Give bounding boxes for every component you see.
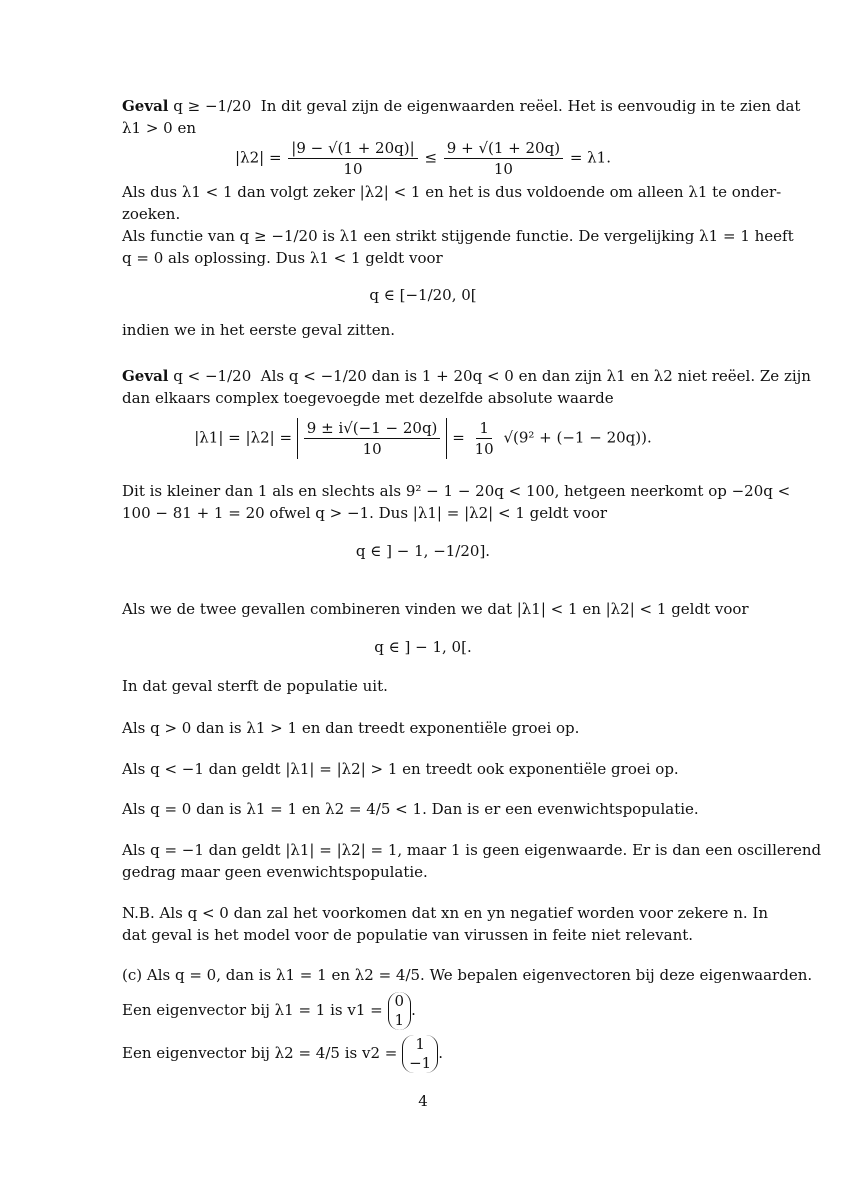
remark-3: Als q = 0 dan is λ1 = 1 en λ2 = 4/5 < 1. Dan is er een evenwichtspopulatie. [122,800,699,818]
case2-equation-1 [0,418,846,459]
eigenvector-1-matrix [388,992,412,1030]
case2-condition: q < −1/20 [173,367,252,385]
eq2-denominator: 10 [362,440,382,458]
page-number: 4 [418,1092,428,1110]
partc-eigenvector-2: Een eigenvector bij λ2 = 4/5 is v2 = 1 −1 . [122,1035,444,1072]
v2-entry-1: 1 [415,1035,425,1053]
remark-2: Als q < −1 dan geldt |λ1| = |λ2| > 1 en treedt ook exponentiële groei op. [122,760,679,778]
case2-text-3: Dit is kleiner dan 1 als en slechts als 9² − 1 − 20q < 100, hetgeen neerkomt op −20q < [122,482,791,500]
case1-text-7: indien we in het eerste geval zitten. [122,321,396,339]
eq2-left: |λ1| = |λ2| = [194,428,293,447]
eq1-left: |λ2| = [235,148,282,167]
eigenvector-2-matrix [402,1035,438,1073]
case1-text-2: λ1 > 0 en [122,119,197,137]
case2-text-2: dan elkaars complex toegevoegde met dezelfde absolute waarde [122,389,614,407]
case1-line-1 [122,96,801,116]
case1-text-5: Als functie van q ≥ −1/20 is λ1 een strikt stijgende functie. De vergelijking λ1 = 1 heeft [122,227,794,245]
case1-condition: q ≥ −1/20 [173,97,252,115]
case1-heading: Geval [122,97,169,115]
case1-text-4: zoeken. [122,205,181,223]
eq1-denominator-2: 10 [493,160,513,178]
combine-equation: q ∈ ] − 1, 0[. [374,638,472,656]
eq2-sqrt: √(9² + (−1 − 20q)). [503,428,652,447]
partc-text-1: (c) Als q = 0, dan is λ1 = 1 en λ2 = 4/5. We bepalen eigenvectoren bij deze eigenwaarden. [122,966,813,984]
eq2-numerator: 9 ± i√(−1 − 20q) [304,418,441,439]
case1-equation-1 [0,138,846,179]
eq1-fraction-2 [444,138,563,179]
eq2-equals: = [452,428,465,447]
eq2-small-fraction [472,418,497,459]
case1-text-3: Als dus λ1 < 1 dan volgt zeker |λ2| < 1 en het is dus voldoende om alleen λ1 te onder- [122,183,782,201]
combine-text-1: Als we de twee gevallen combineren vinden we dat |λ1| < 1 en |λ2| < 1 geldt voor [122,600,749,618]
v1-entry-1: 0 [394,992,405,1010]
v2-entry-2: −1 [409,1054,432,1072]
eq1-leq: ≤ [424,148,438,167]
case1-equation-2: q ∈ [−1/20, 0[ [369,286,477,304]
partc-eigenvector-1: Een eigenvector bij λ1 = 1 is v1 = 0 1 . [122,992,416,1029]
combine-text-2: In dat geval sterft de populatie uit. [122,677,388,695]
eq1-right: = λ1. [569,148,611,167]
case2-text-4: 100 − 81 + 1 = 20 ofwel q > −1. Dus |λ1| = |λ2| < 1 geldt voor [122,504,608,522]
eq1-denominator-1: 10 [343,160,363,178]
v1-entry-2: 1 [394,1011,405,1029]
eq1-numerator-2: 9 + √(1 + 20q) [444,138,563,159]
eq1-fraction-1 [288,138,417,179]
case2-line-1 [122,366,811,386]
partc-v2-text: Een eigenvector bij λ2 = 4/5 is v2 = [122,1044,398,1062]
nb-line-2: dat geval is het model voor de populatie van virussen in feite niet relevant. [122,926,694,944]
remark-4b: gedrag maar geen evenwichtspopulatie. [122,863,428,881]
remark-1: Als q > 0 dan is λ1 > 1 en dan treedt exponentiële groei op. [122,719,580,737]
eq2-absolute-value [297,418,448,459]
eq2-fraction [304,418,441,459]
case2-equation-2: q ∈ ] − 1, −1/20]. [355,542,491,560]
eq2-small-denominator: 10 [474,440,494,458]
case2-heading: Geval [122,367,169,385]
nb-line-1: N.B. Als q < 0 dan zal het voorkomen dat xn en yn negatief worden voor zekere n. In [122,904,768,922]
partc-v1-text: Een eigenvector bij λ1 = 1 is v1 = [122,1001,383,1019]
case2-text-1: Als q < −1/20 dan is 1 + 20q < 0 en dan zijn λ1 en λ2 niet reëel. Ze zijn [260,367,811,385]
case1-text-1: In dit geval zijn de eigenwaarden reëel. Het is eenvoudig in te zien dat [260,97,801,115]
remark-4a: Als q = −1 dan geldt |λ1| = |λ2| = 1, maar 1 is geen eigenwaarde. Er is dan een oscillerend [122,841,822,859]
eq2-small-numerator: 1 [476,418,492,439]
eq1-numerator-1: |9 − √(1 + 20q)| [288,138,417,159]
case1-text-6: q = 0 als oplossing. Dus λ1 < 1 geldt voor [122,249,443,267]
